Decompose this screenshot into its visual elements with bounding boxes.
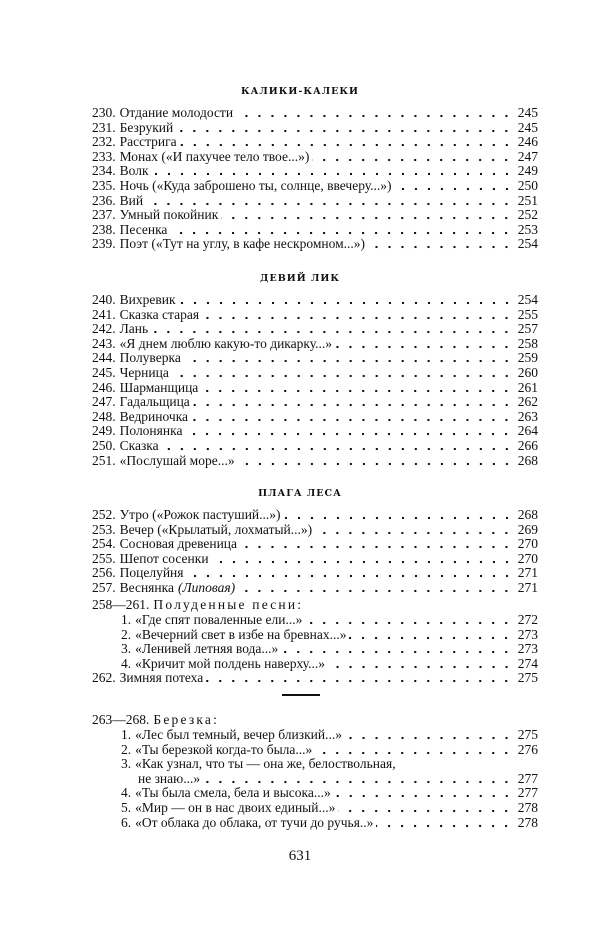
entry-page: 276 [517,741,538,757]
entry-title: «Мир — он в нас двоих единый...» [135,800,336,815]
dot-leader [179,294,513,307]
entry-number: 241. [92,306,116,322]
entry-number: 257. [92,580,116,595]
dot-leader [334,787,513,800]
toc-entry [92,453,538,468]
entry-number: 233. [92,148,116,164]
toc-entry [92,438,538,453]
dot-leader [146,195,513,208]
entry-title: Сказка [119,438,159,453]
entry-number: 232. [92,134,116,150]
entry-page: 277 [517,785,538,801]
dot-leader [203,773,513,786]
toc-entry [121,641,538,656]
entry-number: 256. [92,565,116,581]
entry-page: 259 [517,350,538,366]
toc-entry [92,670,538,685]
toc-entry [92,423,538,438]
entry-title: Шарманщица [119,379,199,395]
entry-title: Вечер («Крылатый, лохматый...») [119,521,313,537]
entry-page: 270 [517,536,538,552]
dot-leader [152,165,514,178]
toc-entry [92,307,538,322]
entry-number: 230. [92,105,116,120]
entry-number: 243. [92,335,116,351]
entry-number: 1. [121,727,132,742]
entry-number: 258—261. [92,597,150,612]
entry-page: 245 [517,119,538,135]
entry-page: 271 [517,580,538,595]
entry-page: 264 [517,423,538,439]
entry-number: 244. [92,350,116,366]
entry-number: 5. [121,800,132,815]
dot-leader [151,323,513,336]
entry-title: Полонянка [119,423,183,439]
entry-title: «Где спят поваленные ели...» [135,612,303,627]
toc-entry [92,105,538,120]
entry-number: 238. [92,221,116,237]
entry-page: 255 [517,306,538,322]
toc-entry [92,222,538,237]
entry-number: 251. [92,452,116,468]
dot-leader [193,396,513,409]
entry-page: 274 [517,655,538,671]
entry-page: 263 [517,408,538,424]
toc-entry [92,149,538,164]
entry-page: 262 [517,394,538,410]
dot-leader [312,151,513,164]
entry-number: 247. [92,394,116,410]
entry-number: 1. [121,612,132,627]
toc-entry [121,800,538,815]
dot-leader [170,224,513,237]
toc-entry [92,380,538,395]
toc-entry [92,536,538,551]
entry-number: 236. [92,192,116,208]
entry-title: Веснянка [119,580,174,595]
entry-page: 277 [517,770,538,786]
dot-leader [395,180,513,193]
section-title: ПЛАГА ЛЕСА [258,488,342,499]
entry-number: 263—268. [92,712,150,727]
entry-title: Сказка старая [119,306,200,322]
entry-page: 246 [517,134,538,150]
entry-number: 255. [92,550,116,566]
entry-title: «Ленивей летняя вода...» [135,641,279,657]
entry-number: 246. [92,379,116,395]
entry-title: Волк [119,163,149,179]
entry-page: 271 [517,565,538,581]
toc-entry [92,292,538,307]
entry-title: «Вечерний свет в избе на бревнах...» [135,626,347,642]
entry-page: 268 [517,452,538,468]
toc-entry [92,551,538,566]
entry-page: 254 [517,236,538,252]
dot-leader [284,509,513,522]
toc-entry [92,163,538,178]
entry-title: «Как узнал, что ты — она же, белоствольная, [135,756,396,772]
entry-title: «Лес был темный, вечер близкий...» [135,727,342,742]
dot-leader [281,643,513,656]
entry-title: Полуверка [119,350,181,366]
dot-leader [240,538,513,551]
entry-title: Березка: [153,712,220,727]
toc-entry [92,522,538,537]
dot-leader [172,367,513,380]
entry-page: 273 [517,641,538,657]
dot-leader [180,136,513,149]
dot-leader [238,455,513,468]
dot-leader [184,352,513,365]
entry-title: Песенка [119,221,168,237]
entry-page: 269 [517,521,538,537]
entry-page: 253 [517,221,538,237]
section-title: КАЛИКИ-КАЛЕКИ [241,86,359,97]
entry-page: 270 [517,550,538,566]
entry-title: Вий [119,192,144,208]
dot-leader [349,629,513,642]
entry-number: 6. [121,814,132,830]
entry-title: Гадальщица [119,394,190,410]
toc-entry [121,612,538,627]
entry-number: 245. [92,365,116,380]
dot-leader [162,440,513,453]
entry-page: 252 [517,207,538,223]
toc-entry [92,365,538,380]
toc-entry-continuation [121,771,538,786]
dot-leader [338,802,513,815]
entry-number: 249. [92,423,116,439]
dot-leader [305,614,513,627]
entry-title: Полуденные песни: [153,597,304,612]
toc-entry [92,580,538,595]
entry-page: 275 [517,670,538,685]
entry-title: Монах («И пахучее тело твое...») [119,148,310,164]
entry-title: Ночь («Куда заброшено ты, солнце, ввечеру...») [119,178,392,193]
entry-page: 278 [517,800,538,815]
entry-title: «Послушай море...» [119,452,235,468]
entry-number: 3. [121,641,132,657]
entry-title: Поэт («Тут на углу, в кафе нескромном...») [119,236,366,252]
entry-page: 247 [517,148,538,164]
toc-entry [121,627,538,642]
toc-entry [92,336,538,351]
divider [282,694,320,696]
entry-number: 234. [92,163,116,179]
entry-number: 242. [92,321,116,337]
toc-entry [121,785,538,800]
toc-entry [92,207,538,222]
entry-number: 239. [92,236,116,252]
entry-title: Черница [119,365,169,380]
entry-page: 272 [517,612,538,627]
dot-leader [315,524,513,537]
entry-number: 3. [121,756,132,772]
entry-title: Утро («Рожок пастуший...») [119,507,281,522]
dot-leader [187,567,514,580]
entry-number: 235. [92,178,116,193]
dot-leader [191,411,513,424]
entry-page: 261 [517,379,538,395]
entry-page: 258 [517,335,538,351]
group-header [92,597,538,612]
entry-title: «Кричит мой полдень наверху...» [135,655,325,671]
entry-title: «От облака до облака, от тучи до ручья..» [135,814,374,830]
dot-leader [212,553,513,566]
entry-page: 250 [517,178,538,193]
toc-entry [92,178,538,193]
dot-leader [368,238,513,251]
entry-title: Вихревик [119,292,176,307]
entry-title: Шепот сосенки [119,550,209,566]
group-header [92,712,538,727]
dot-leader [328,658,513,671]
dot-leader [236,107,513,120]
entry-title: Умный покойник [119,207,219,223]
entry-number: 248. [92,408,116,424]
dot-leader [176,122,513,135]
entry-number: 240. [92,292,116,307]
entry-title: «Ты была смела, бела и высока...» [135,785,331,801]
entry-number: 231. [92,119,116,135]
toc-entry [92,565,538,580]
entry-title: Расстрига [119,134,177,150]
entry-page: 251 [517,192,538,208]
dot-leader [376,817,513,830]
toc-entry [92,350,538,365]
entry-title: «Ты березкой когда-то была...» [135,741,313,757]
page-number: 631 [288,848,312,864]
entry-title-italic: (Липовая) [177,580,236,595]
entry-page: 245 [517,105,538,120]
entry-page: 275 [517,727,538,742]
entry-number: 237. [92,207,116,223]
entry-number: 4. [121,655,132,671]
entry-page: 268 [517,507,538,522]
entry-number: 4. [121,785,132,801]
toc-entry [121,756,538,771]
dot-leader [315,744,513,757]
entry-page: 249 [517,163,538,179]
entry-number: 252. [92,507,116,522]
dot-leader [221,209,513,222]
entry-page: 273 [517,626,538,642]
entry-title: «Я днем люблю какую-то дикарку...» [119,335,333,351]
section-title: ДЕВИЙ ЛИК [260,273,340,284]
entry-title: Лань [119,321,149,337]
entry-page: 260 [517,365,538,380]
toc-entry [121,815,538,830]
toc-entry [92,394,538,409]
dot-leader [185,425,513,438]
entry-title: Отдание молодости [119,105,234,120]
toc-entry [121,656,538,671]
dot-leader [238,582,513,595]
toc-entry [92,236,538,251]
dot-leader [201,382,513,395]
entry-number: 253. [92,521,116,537]
toc-entry [92,507,538,522]
entry-title: Безрукий [119,119,174,135]
toc-entry [92,193,538,208]
entry-number: 254. [92,536,116,552]
entry-number: 262. [92,670,116,685]
dot-leader [335,338,513,351]
toc-entry [121,742,538,757]
entry-page: 254 [517,292,538,307]
entry-page: 266 [517,438,538,453]
entry-page: 257 [517,321,538,337]
toc-entry [121,727,538,742]
dot-leader [202,309,513,322]
toc-entry [92,120,538,135]
toc-entry [92,409,538,424]
toc-entry [92,134,538,149]
entry-title: Зимняя потеха [119,670,204,685]
entry-title: Сосновая древеница [119,536,238,552]
entry-title: Поцелуйня [119,565,184,581]
toc-entry [92,321,538,336]
entry-title: Ведриночка [119,408,189,424]
entry-page: 278 [517,814,538,830]
entry-number: 2. [121,626,132,642]
dot-leader [345,729,513,742]
entry-number: 2. [121,741,132,757]
dot-leader [206,672,513,685]
entry-title-cont: не знаю...» [138,770,201,786]
entry-number: 250. [92,438,116,453]
